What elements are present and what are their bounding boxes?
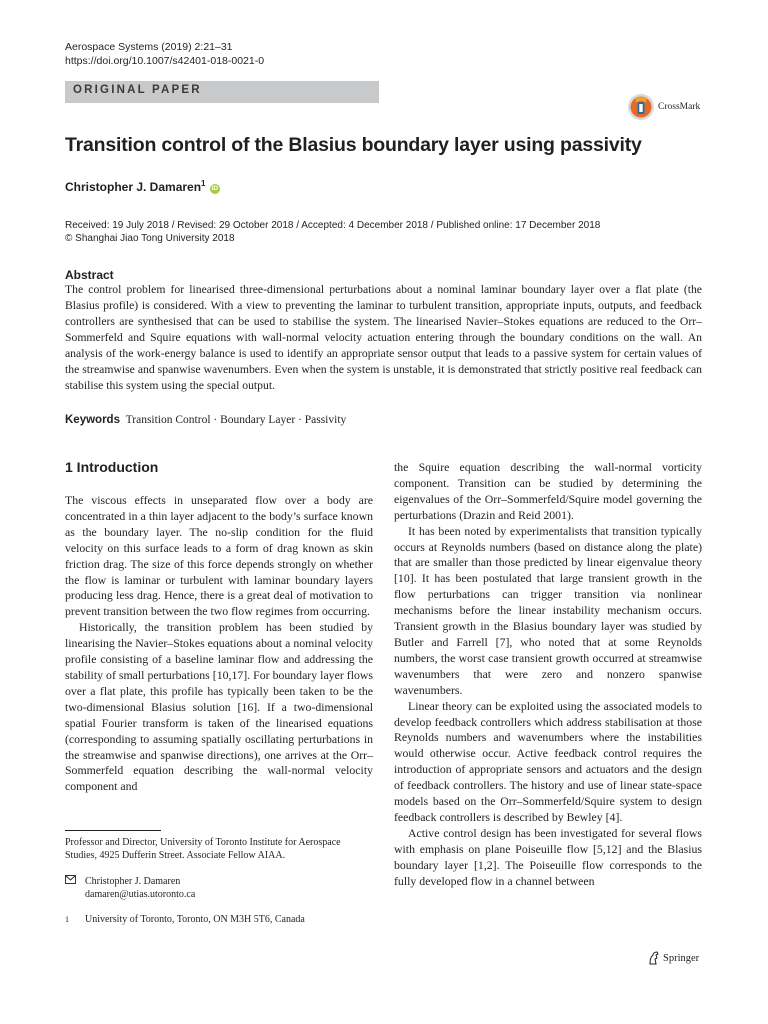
author-name[interactable]: Christopher J. Damaren <box>65 180 202 194</box>
crossmark-badge[interactable] <box>627 92 700 122</box>
doi-link[interactable]: https://doi.org/10.1007/s42401-018-0021-0 <box>65 55 265 67</box>
paragraph: It has been noted by experimentalists that transition typically occurs at Reynolds numbers (based on distance along the plate) that are smaller than those predicted by linear eigenvalue theory [10]. It has been postulated that large transient growth in the flow perturbations can trigger transition via nonlinear mechanisms before the linear instability mechanism occurs. Transient growth in the Blasius boundary layer was studied by Butler and Farrell [7], who noted that at some Reynolds numbers, the worst case transient growth occurred at streamwise wavenumbers that were zero and nonzero spanwise wavenumbers. <box>394 523 702 697</box>
section-heading: 1 Introduction <box>65 459 159 475</box>
publication-dates <box>65 219 600 245</box>
crossmark-label: CrossMark <box>658 102 701 112</box>
paragraph: Active control design has been investigated for several flows with emphasis on plane Poiseuille flow [5,12] and the Blasius boundary layer [1,2]. The Poiseuille flow corresponds to the fully developed flow in a channel between <box>394 825 702 888</box>
affiliation-text: University of Toronto, Toronto, ON M3H 5T6, Canada <box>85 914 305 925</box>
footnote-position: Professor and Director, University of Toronto Institute for Aerospace Studies, 4925 Dufferin Street. Associate Fellow AIAA. <box>65 837 341 861</box>
paper-type-bar <box>65 81 379 103</box>
footnote-rule <box>65 830 161 831</box>
paragraph: Linear theory can be exploited using the associated models to develop feedback controllers which address stabilisation at those Reynolds numbers and wavenumbers where the instabilities would otherwise occur. Active feedback control requires the introduction of appropriate sensors and actuators and the design of feedback controllers. The history and use of linear state-space models based on the Orr–Sommerfeld/Squire system to design feedback controllers is described by Bewley [4]. <box>394 698 702 824</box>
copyright-line: © Shanghai Jiao Tong University 2018 <box>65 233 235 244</box>
springer-horse-icon <box>648 951 660 965</box>
contact-name: Christopher J. Damaren <box>85 876 181 887</box>
contact-email[interactable]: damaren@utias.utoronto.ca <box>85 889 196 900</box>
footnote-contact <box>65 875 375 901</box>
footnote-affiliation <box>65 913 375 926</box>
keywords-label: Keywords <box>65 414 120 426</box>
paragraph: the Squire equation describing the wall-normal vorticity component. Transition can be studied by determining the eigenvalues of the Orr–Sommerfeld/Squire model governing the perturbations (Drazin and Reid 2001). <box>394 460 702 522</box>
keywords-line <box>65 414 346 426</box>
envelope-icon <box>65 875 85 901</box>
abstract-heading: Abstract <box>65 268 114 282</box>
paragraph: The viscous effects in unseparated flow over a body are concentrated in a thin layer adjacent to the body’s surface known as the boundary layer. The no-slip condition for the fluid velocity on this surface leads to a form of drag known as skin friction drag. The size of this force depends strongly on whether the flow is laminar or turbulent with laminar boundary layers producing less drag. Hence, there is a great deal of motivation to prevent transition between the two flow regimes from occurring. <box>65 493 373 619</box>
left-column <box>65 493 373 795</box>
author-line <box>65 179 220 194</box>
date-history: Received: 19 July 2018 / Revised: 29 October 2018 / Accepted: 4 December 2018 / Published online: 17 December 2018 <box>65 220 601 231</box>
crossmark-icon <box>627 93 655 121</box>
publisher-mark <box>648 951 699 965</box>
orcid-icon[interactable]: iD <box>211 185 219 192</box>
publisher-label: Springer <box>663 952 700 964</box>
journal-citation: Aerospace Systems (2019) 2:21–31 <box>65 41 233 53</box>
paper-type-label: ORIGINAL PAPER <box>73 84 202 96</box>
author-affiliation-mark: 1 <box>201 179 206 188</box>
affiliation-mark: 1 <box>65 915 69 924</box>
keywords-text: Transition Control · Boundary Layer · Passivity <box>125 414 347 426</box>
abstract-text: The control problem for linearised three-dimensional perturbations about a nominal laminar boundary layer over a flat plate (the Blasius profile) is considered. With a view to preventing the laminar to turbulent transition, appropriate inputs, outputs, and feedback controllers are synthesised that can be used to stabilise the system. The linearised Navier–Stokes equations are reduced to the Orr–Sommerfeld and Squire equations with wall-normal velocity actuation entering through the boundary conditions on the wall. An analysis of the work-energy balance is used to identify an appropriate sensor output that leads to a passive system for certain values of the streamwise and spanwise wavenumbers. Even when the system is unstable, it is demonstrated that strictly positive real feedback can stabilise this system using the special output. <box>65 283 702 392</box>
paragraph: Historically, the transition problem has been studied by linearising the Navier–Stokes equations about a nominal velocity profile consisting of a baseline laminar flow and addressing the stability of small perturbations [10,17]. For boundary layer flows over a flat plate, this profile has typically been taken to be the two-dimensional Blasius solution [16]. If a two-dimensional spatial Fourier transform is taken of the linearised equations (corresponding to assuming spatially oscillating perturbations in the streamwise and spanwise directions), one arrives at the Orr–Sommerfeld equation describing the wall-normal velocity component and <box>65 620 373 794</box>
right-column <box>394 460 702 889</box>
paper-title: Transition control of the Blasius boundary layer using passivity <box>65 134 642 156</box>
